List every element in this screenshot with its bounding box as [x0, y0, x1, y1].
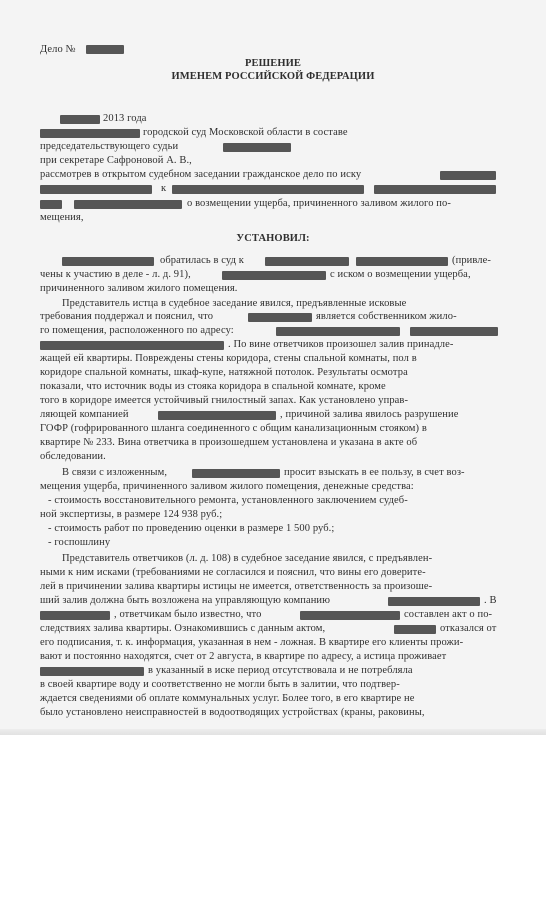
document-title: РЕШЕНИЕ: [245, 58, 301, 69]
text-line: того в коридоре имеется устойчивый гнилостный запах. Как установлено управ-: [40, 395, 409, 406]
text-line: было установлено неисправностей в водоотводящих устройствах (краны, раковины,: [40, 707, 425, 718]
secretary-line: при секретаре Сафроновой А. В.,: [40, 155, 192, 166]
redacted-name: [192, 469, 280, 478]
redacted-defendant-2: [172, 185, 364, 194]
case-number-label: Дело №: [40, 44, 76, 55]
text-line: ГОФР (гофрированного шланга соединенного с общим канализационным стояком) в: [40, 423, 427, 434]
section-title: УСТАНОВИЛ:: [236, 233, 310, 244]
claim-subject-line-2: мещения,: [40, 212, 84, 223]
text-line: жащей ей квартиры. Повреждены стены коридора, стены спальной комнаты, пол в: [40, 353, 417, 364]
redacted-name: [394, 625, 436, 634]
text-line: отказался от: [440, 623, 497, 634]
redacted-address: [40, 341, 224, 350]
text-line: его подписания, т. к. информация, указанная в нем - ложная. В квартире его клиенты прожи-: [40, 637, 464, 648]
text-line: обратилась в суд к: [160, 255, 244, 266]
redacted-court-city: [40, 129, 140, 138]
list-item: ной экспертизы, в размере 124 938 руб.;: [40, 509, 223, 520]
redacted-company: [158, 411, 276, 420]
text-line: в указанный в иске период отсутствовала и не потребляла: [148, 665, 413, 676]
text-line: . В: [484, 595, 497, 606]
text-line: квартире № 233. Вина ответчика в произошедшем установлена и указана в акте об: [40, 437, 418, 448]
redacted-name: [248, 313, 312, 322]
text-line: , причиной залива явилось разрушение: [280, 409, 459, 420]
redacted-case-number: [86, 45, 124, 54]
court-line: городской суд Московской области в составе: [143, 127, 348, 138]
text-line: го помещения, расположенного по адресу:: [40, 325, 234, 336]
claim-subject-line: о возмещении ущерба, причиненного заливом жилого по-: [187, 198, 451, 209]
considered-line: рассмотрев в открытом судебном заседании гражданское дело по иску: [40, 169, 362, 180]
date-suffix: 2013 года: [103, 113, 147, 124]
list-item: - стоимость работ по проведению оценки в размере 1 500 руб.;: [48, 523, 335, 534]
text-line: лей в причинении залива квартиры истицы не имеется, ответственность за произоше-: [40, 581, 433, 592]
presiding-judge-line: председательствующего судьи: [40, 141, 179, 152]
text-line: ший залив должна быть возложена на управляющую компанию: [40, 595, 331, 606]
text-line: Представитель истца в судебное заседание явился, предъявленные исковые: [62, 298, 407, 309]
text-line: в своей квартире воду и соответственно не могли быть в залитии, что подтвер-: [40, 679, 400, 690]
redacted-name: [356, 257, 448, 266]
text-line: ляющей компанией: [40, 409, 129, 420]
list-item: - госпошлину: [48, 537, 111, 548]
text-line: ными к ним исками (требованиями не согласился и пояснил, что вины его доверите-: [40, 567, 426, 578]
redacted-address: [410, 327, 498, 336]
redacted-defendant-3: [374, 185, 496, 194]
redacted-plaintiff-name: [62, 257, 154, 266]
text-line: составлен акт о по-: [404, 609, 493, 620]
redacted-date: [40, 611, 110, 620]
document-subtitle: ИМЕНЕМ РОССИЙСКОЙ ФЕДЕРАЦИИ: [171, 71, 375, 82]
text-line: коридоре спальной комнаты, шкаф-купе, натяжной потолок. Результаты осмотра: [40, 367, 408, 378]
text-line: вают и постоянно находятся, счет от 2 августа, в квартире по адресу, а истица проживает: [40, 651, 447, 662]
redacted-date: [60, 115, 100, 124]
text-line: обследовании.: [40, 451, 106, 462]
text-line: , ответчикам было известно, что: [114, 609, 262, 620]
text-line: мещения ущерба, причиненного заливом жилого помещения, денежные средства:: [40, 481, 414, 492]
text-line: является собственником жило-: [316, 311, 457, 322]
redacted-plaintiff: [440, 171, 496, 180]
text-line: просит взыскать в ее пользу, в счет воз-: [284, 467, 465, 478]
redacted-company: [300, 611, 400, 620]
text-line: с иском о возмещении ущерба,: [330, 269, 471, 280]
text-line: показали, что источник воды из стояка коридора в спальной комнате, кроме: [40, 381, 386, 392]
redacted-address: [276, 327, 400, 336]
redacted-defendant-5: [74, 200, 182, 209]
text-line: ждается сведениями об оплате коммунальных услуг. Более того, в его квартире не: [40, 693, 415, 704]
redacted-name: [222, 271, 326, 280]
redacted-defendant-4: [40, 200, 62, 209]
list-item: - стоимость восстановительного ремонта, установленного заключением судеб-: [48, 495, 408, 506]
conjunction: к: [161, 183, 167, 194]
redacted-name: [265, 257, 349, 266]
text-line: В связи с изложенным,: [62, 467, 168, 478]
redacted-company: [388, 597, 480, 606]
text-line: причиненного заливом жилого помещения.: [40, 283, 238, 294]
redacted-period: [40, 667, 144, 676]
text-line: следствиях залива квартиры. Ознакомившись с данным актом,: [40, 623, 326, 634]
text-line: чены к участию в деле - л. д. 91),: [40, 269, 191, 280]
text-line: . По вине ответчиков произошел залив принадле-: [228, 339, 454, 350]
text-line: Представитель ответчиков (л. д. 108) в судебное заседание явился, с предъявлен-: [62, 553, 433, 564]
text-line: (привле-: [452, 255, 492, 266]
redacted-defendant-1: [40, 185, 152, 194]
text-line: требования поддержал и пояснил, что: [40, 311, 214, 322]
redacted-judge-name: [223, 143, 291, 152]
